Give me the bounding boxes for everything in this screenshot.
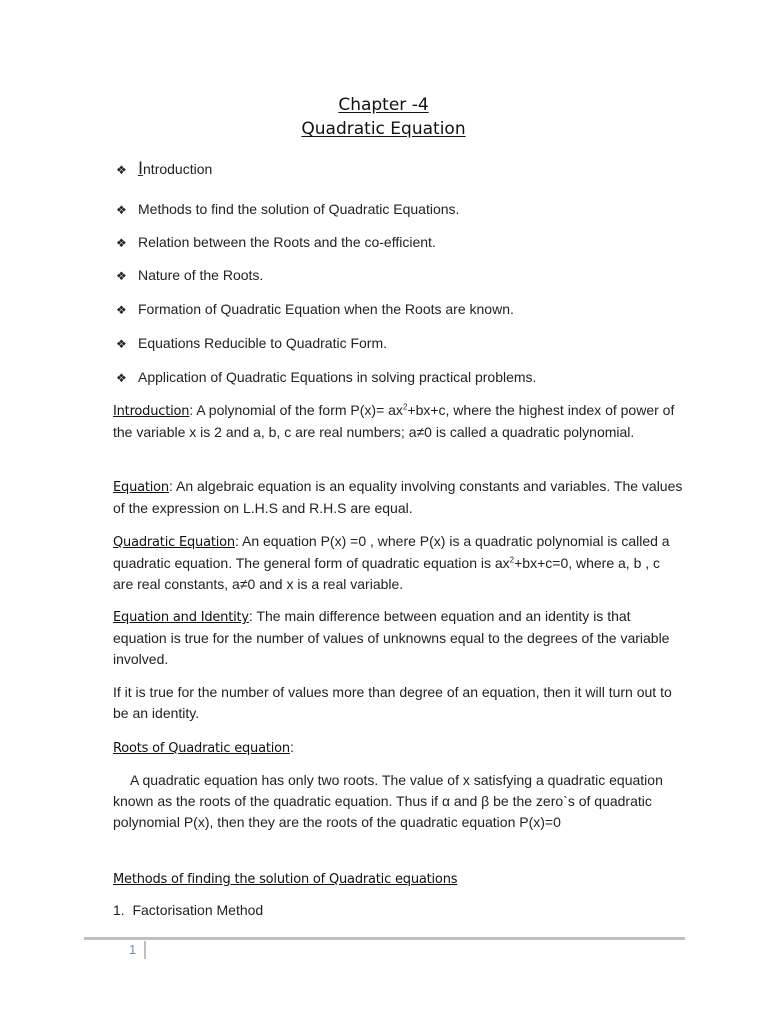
introduction-term: Introduction [113, 404, 190, 419]
list-item [116, 301, 514, 317]
drop-initial: I [138, 159, 144, 179]
quadratic-equation-paragraph [113, 531, 683, 595]
list-item-label: Methods to find the solution of Quadratic Equations. [138, 201, 460, 217]
list-item [116, 234, 436, 250]
introduction-paragraph [113, 400, 683, 443]
diamond-bullet-icon: ❖ [116, 163, 127, 177]
heading-colon: : [289, 739, 294, 755]
roots-heading-term: Roots of Quadratic equation [113, 741, 290, 756]
paragraph-text: : An equation P(x) =0 , where P(x) is a quadratic polynomial is called a quadratic equation. The general form of quadratic equation is ax [113, 533, 670, 571]
identity-note-paragraph: If it is true for the number of values more than degree of an equation, then it will turn out to be an identity. [113, 684, 672, 721]
list-item [116, 201, 459, 217]
chapter-number: Chapter -4 [338, 95, 429, 115]
methods-heading-term: Methods of finding the solution of Quadratic equations [113, 872, 458, 887]
list-item [116, 335, 387, 351]
paragraph-text: : An algebraic equation is an equality involving constants and variables. The values of the expression on L.H.S and R.H.S are equal. [113, 478, 683, 516]
page-number: 1 [129, 942, 137, 957]
paragraph-text: : The main difference between equation and an identity is that equation is true for the number of values of unknowns equal to the degrees of the variable involved. [113, 608, 670, 667]
chapter-title: Quadratic Equation [301, 119, 466, 139]
diamond-bullet-icon: ❖ [116, 269, 127, 283]
list-item [116, 267, 263, 283]
list-item-label: ntroduction [143, 161, 213, 177]
paragraph-text: +bx+c, where the highest index of power of the variable x is 2 and a, b, c are real numbers; a≠0 is called a quadratic polynomial. [113, 402, 675, 440]
list-item-label: Nature of the Roots. [138, 267, 264, 283]
equation-term: Equation [113, 480, 169, 495]
paragraph-text: +bx+c=0, where a, b , c are real constants, a≠0 and x is a real variable. [113, 555, 661, 592]
quadratic-equation-term: Quadratic Equation [113, 535, 235, 550]
footer-rule [84, 937, 685, 940]
equation-identity-paragraph [113, 606, 683, 670]
diamond-bullet-icon: ❖ [116, 337, 127, 351]
methods-heading [113, 868, 683, 890]
diamond-bullet-icon: ❖ [116, 203, 127, 217]
superscript: 2 [509, 555, 515, 565]
diamond-bullet-icon: ❖ [116, 303, 127, 317]
list-item-label: Relation between the Roots and the co-efficient. [138, 234, 436, 250]
roots-heading [113, 737, 683, 759]
superscript: 2 [402, 402, 408, 412]
roots-paragraph: A quadratic equation has only two roots. The value of x satisfying a quadratic equation known as the roots of the quadratic equation. Thus if α and β be the zero`s of quadratic polynomial P(x), then they are the roots of the quadratic equation P(x)=0 [113, 772, 663, 830]
diamond-bullet-icon: ❖ [116, 371, 127, 385]
page-number-divider [144, 941, 146, 959]
item-number: 1. [113, 902, 125, 918]
list-item-label: Application of Quadratic Equations in solving practical problems. [138, 369, 537, 385]
item-label: Factorisation Method [132, 902, 264, 918]
paragraph-text: : A polynomial of the form P(x)= ax [189, 402, 403, 418]
list-item-label: Equations Reducible to Quadratic Form. [138, 335, 388, 351]
equation-paragraph [113, 476, 683, 519]
equation-identity-term: Equation and Identity [113, 610, 249, 625]
diamond-bullet-icon: ❖ [116, 236, 127, 250]
list-item [116, 369, 536, 385]
list-item-label: Formation of Quadratic Equation when the Roots are known. [138, 301, 514, 317]
numbered-item [113, 902, 263, 918]
list-item [116, 159, 212, 179]
